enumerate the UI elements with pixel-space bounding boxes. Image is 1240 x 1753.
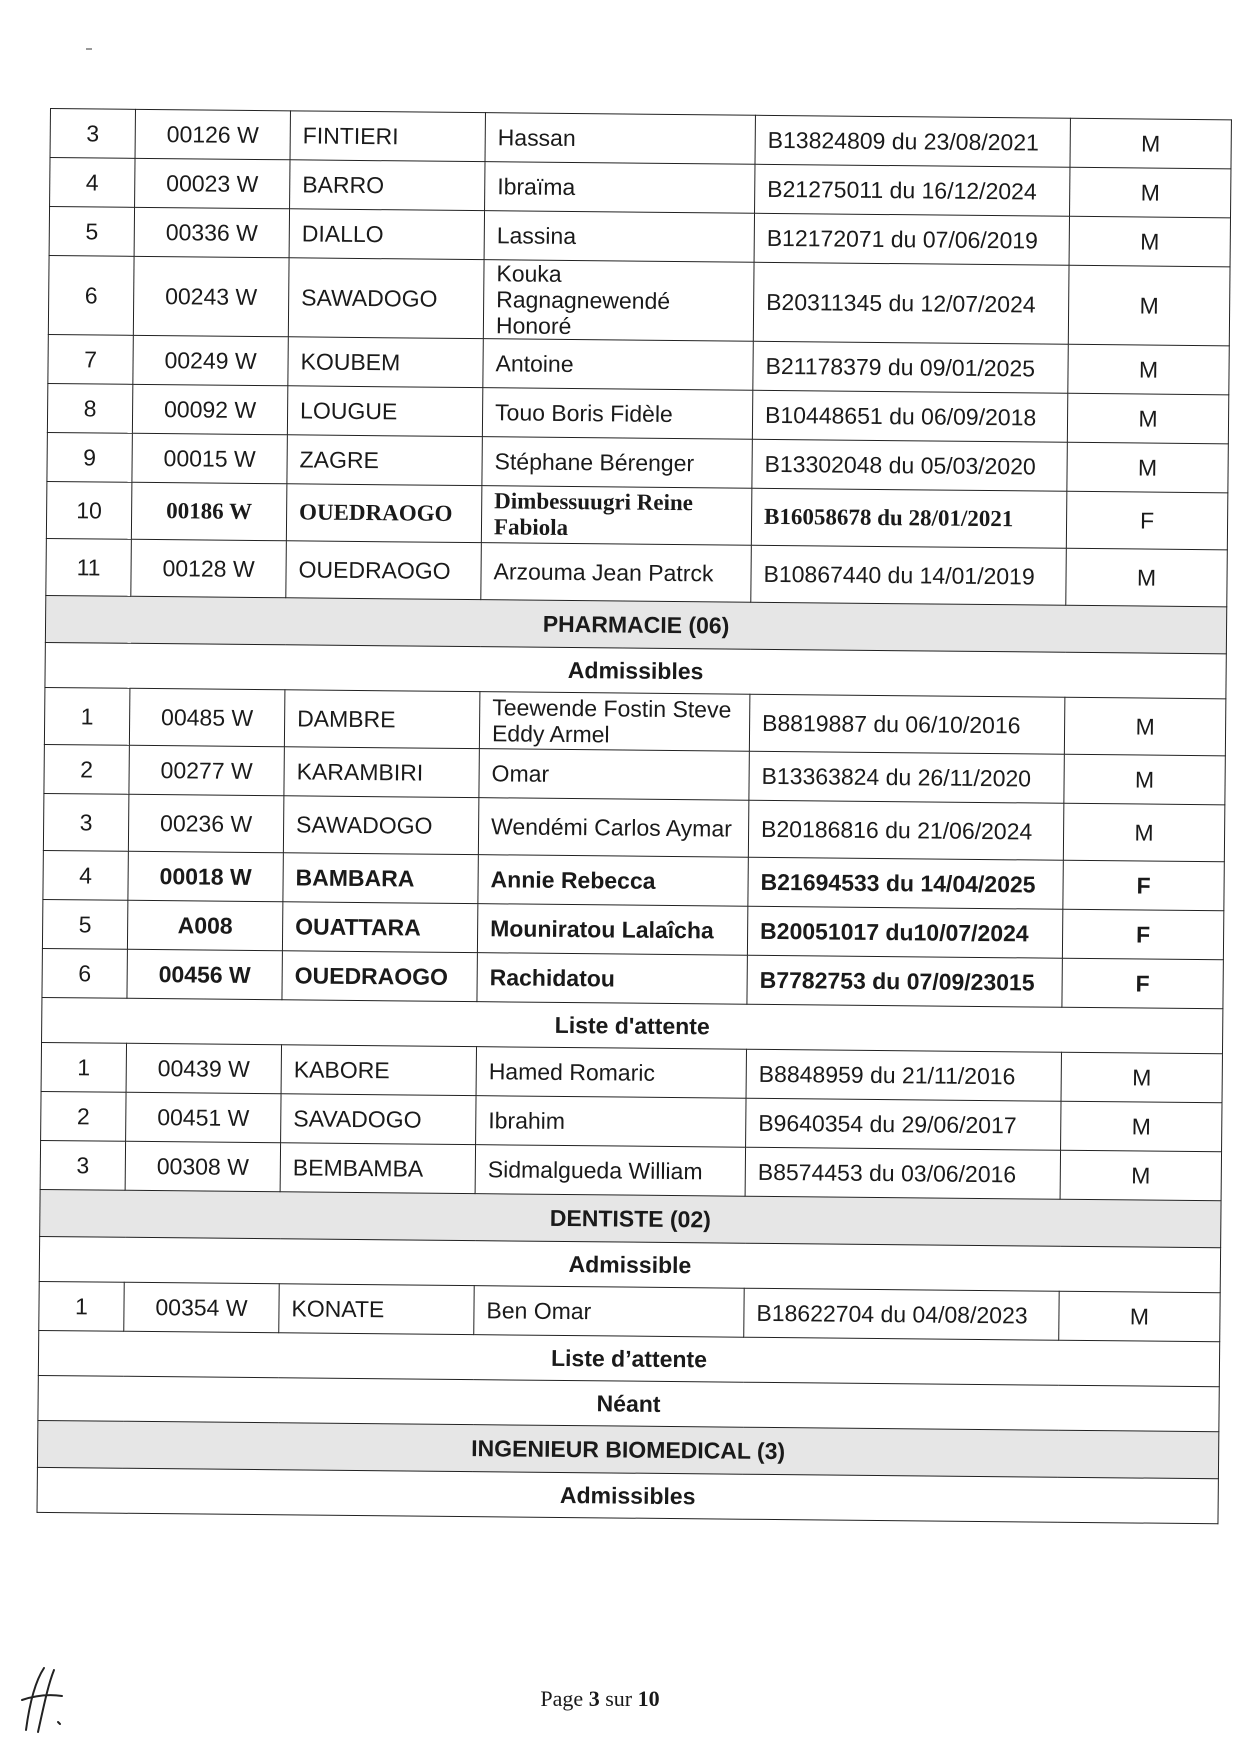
- first-name: Hamed Romaric: [476, 1047, 746, 1099]
- page-current: 3: [588, 1686, 600, 1711]
- empty-label: Néant: [38, 1375, 1219, 1431]
- sex: M: [1059, 1291, 1220, 1342]
- file-number: 00015 W: [132, 433, 287, 483]
- last-name: OUEDRAOGO: [282, 951, 477, 1002]
- row-number: 4: [43, 850, 128, 900]
- file-number: 00018 W: [128, 851, 283, 901]
- last-name: DIALLO: [289, 209, 484, 260]
- first-name: Teewende Fostin Steve Eddy Armel: [479, 692, 750, 752]
- last-name: KOUBEM: [288, 337, 483, 388]
- first-name: Touo Boris Fidèle: [482, 388, 752, 440]
- sex: M: [1068, 265, 1230, 346]
- id-document: B9640354 du 29/06/2017: [746, 1098, 1061, 1150]
- subsection-title: Admissible: [39, 1236, 1220, 1292]
- subsection-title: Liste d’attente: [38, 1330, 1219, 1386]
- first-name: Ibrahim: [476, 1096, 746, 1148]
- last-name: SAVADOGO: [281, 1094, 476, 1145]
- last-name: BAMBARA: [283, 853, 478, 904]
- sex: M: [1064, 697, 1226, 756]
- row-number: 2: [44, 744, 129, 794]
- last-name: KABORE: [281, 1045, 476, 1096]
- last-name: OUEDRAOGO: [286, 484, 482, 543]
- file-number: 00277 W: [129, 745, 284, 795]
- first-name: Mouniratou Lalaîcha: [477, 904, 747, 956]
- file-number: 00236 W: [128, 794, 284, 852]
- first-name: Annie Rebecca: [478, 855, 748, 907]
- sex: F: [1063, 860, 1224, 911]
- first-name: Wendémi Carlos Aymar: [478, 798, 749, 858]
- first-name: Antoine: [483, 339, 753, 391]
- sex: M: [1061, 1101, 1222, 1152]
- row-number: 1: [39, 1281, 124, 1331]
- last-name: OUEDRAOGO: [286, 541, 482, 600]
- last-name: SAWADOGO: [283, 796, 479, 855]
- file-number: 00451 W: [126, 1092, 281, 1142]
- first-name: Lassina: [484, 211, 754, 263]
- file-number: 00126 W: [135, 109, 290, 159]
- sex: M: [1066, 548, 1228, 607]
- row-number: 8: [47, 383, 132, 433]
- section-title: DENTISTE (02): [40, 1189, 1221, 1247]
- subsection-title: Admissibles: [45, 642, 1226, 698]
- row-number: 5: [42, 899, 127, 949]
- first-name: Dimbessuugri Reine Fabiola: [481, 486, 752, 546]
- sex: M: [1067, 442, 1228, 493]
- page-separator: sur: [605, 1686, 633, 1711]
- first-name: Stéphane Bérenger: [482, 437, 752, 489]
- sex: F: [1066, 491, 1228, 550]
- row-number: 11: [46, 538, 132, 596]
- first-name: Arzouma Jean Patrck: [481, 543, 752, 603]
- table-row: [48, 255, 1230, 345]
- subsection-title: Liste d'attente: [42, 997, 1223, 1053]
- row-number: 3: [43, 793, 129, 851]
- last-name: BARRO: [290, 160, 485, 211]
- file-number: 00485 W: [129, 688, 285, 746]
- row-number: 2: [41, 1091, 126, 1141]
- section-title: PHARMACIE (06): [45, 595, 1226, 653]
- id-document: B16058678 du 28/01/2021: [751, 488, 1067, 548]
- page-total: 10: [637, 1686, 660, 1711]
- sex: F: [1062, 909, 1223, 960]
- id-document: B8848959 du 21/11/2016: [746, 1049, 1061, 1101]
- file-number: 00336 W: [134, 207, 289, 257]
- last-name: DAMBRE: [284, 690, 480, 749]
- row-number: 3: [50, 109, 135, 159]
- row-number: 9: [47, 432, 132, 482]
- file-number: 00354 W: [124, 1282, 279, 1332]
- scan-speck: [86, 48, 92, 50]
- subsection-title: Admissibles: [37, 1467, 1218, 1523]
- id-document: B10448651 du 06/09/2018: [752, 390, 1067, 442]
- section-title: INGENIEUR BIOMEDICAL (3): [37, 1420, 1218, 1478]
- id-document: B10867440 du 14/01/2019: [751, 545, 1067, 605]
- row-number: 4: [50, 158, 135, 208]
- row-number: 1: [44, 687, 130, 745]
- file-number: A008: [127, 900, 282, 950]
- sex: M: [1068, 344, 1229, 395]
- first-name: Hassan: [485, 113, 755, 165]
- id-document: B13363824 du 26/11/2020: [749, 751, 1064, 803]
- id-document: B21178379 du 09/01/2025: [753, 341, 1068, 393]
- row-number: 7: [48, 334, 133, 384]
- file-number: 00128 W: [131, 539, 287, 597]
- first-name: Ben Omar: [474, 1286, 744, 1338]
- sex: F: [1062, 958, 1223, 1009]
- id-document: B21275011 du 16/12/2024: [755, 164, 1070, 216]
- results-table-container: [37, 108, 1232, 1524]
- id-document: B12172071 du 07/06/2019: [754, 213, 1069, 265]
- id-document: B20311345 du 12/07/2024: [753, 262, 1069, 344]
- page-label: Page: [540, 1686, 584, 1711]
- id-document: B18622704 du 04/08/2023: [744, 1288, 1059, 1340]
- first-name: Kouka Ragnagnewendé Honoré: [483, 260, 754, 342]
- row-number: 1: [41, 1042, 126, 1092]
- row-number: 6: [42, 948, 127, 998]
- file-number: 00439 W: [126, 1043, 281, 1093]
- sex: M: [1067, 393, 1228, 444]
- file-number: 00243 W: [133, 256, 289, 336]
- results-table: [37, 108, 1232, 1524]
- row-number: 6: [48, 255, 134, 335]
- file-number: 00023 W: [135, 158, 290, 208]
- last-name: KONATE: [279, 1284, 474, 1335]
- page-number: [0, 1686, 1200, 1712]
- sex: M: [1069, 216, 1230, 267]
- last-name: OUATTARA: [282, 902, 477, 953]
- id-document: B8819887 du 06/10/2016: [749, 694, 1065, 754]
- sex: M: [1070, 167, 1231, 218]
- last-name: BEMBAMBA: [280, 1143, 475, 1194]
- id-document: B20186816 du 21/06/2024: [748, 800, 1064, 860]
- last-name: FINTIERI: [290, 111, 485, 162]
- id-document: B20051017 du10/07/2024: [747, 906, 1062, 958]
- row-number: 5: [49, 207, 134, 257]
- last-name: KARAMBIRI: [284, 747, 479, 798]
- first-name: Ibraïma: [485, 162, 755, 214]
- sex: M: [1064, 754, 1225, 805]
- file-number: 00249 W: [133, 335, 288, 385]
- id-document: B8574453 du 03/06/2016: [745, 1147, 1060, 1199]
- sex: M: [1060, 1150, 1221, 1201]
- row-number: 3: [40, 1140, 125, 1190]
- sex: M: [1061, 1052, 1222, 1103]
- first-name: Omar: [479, 749, 749, 801]
- first-name: Rachidatou: [477, 953, 747, 1005]
- id-document: B13302048 du 05/03/2020: [752, 439, 1067, 491]
- row-number: 10: [46, 481, 132, 539]
- file-number: 00186 W: [131, 482, 287, 540]
- last-name: SAWADOGO: [288, 258, 484, 339]
- file-number: 00308 W: [125, 1141, 280, 1191]
- sex: M: [1063, 803, 1225, 862]
- first-name: Sidmalgueda William: [475, 1145, 745, 1197]
- file-number: 00456 W: [127, 949, 282, 999]
- id-document: B7782753 du 07/09/23015: [747, 955, 1062, 1007]
- file-number: 00092 W: [132, 384, 287, 434]
- id-document: B13824809 du 23/08/2021: [755, 115, 1070, 167]
- last-name: LOUGUE: [287, 386, 482, 437]
- id-document: B21694533 du 14/04/2025: [748, 857, 1063, 909]
- last-name: ZAGRE: [287, 435, 482, 486]
- sex: M: [1070, 118, 1231, 169]
